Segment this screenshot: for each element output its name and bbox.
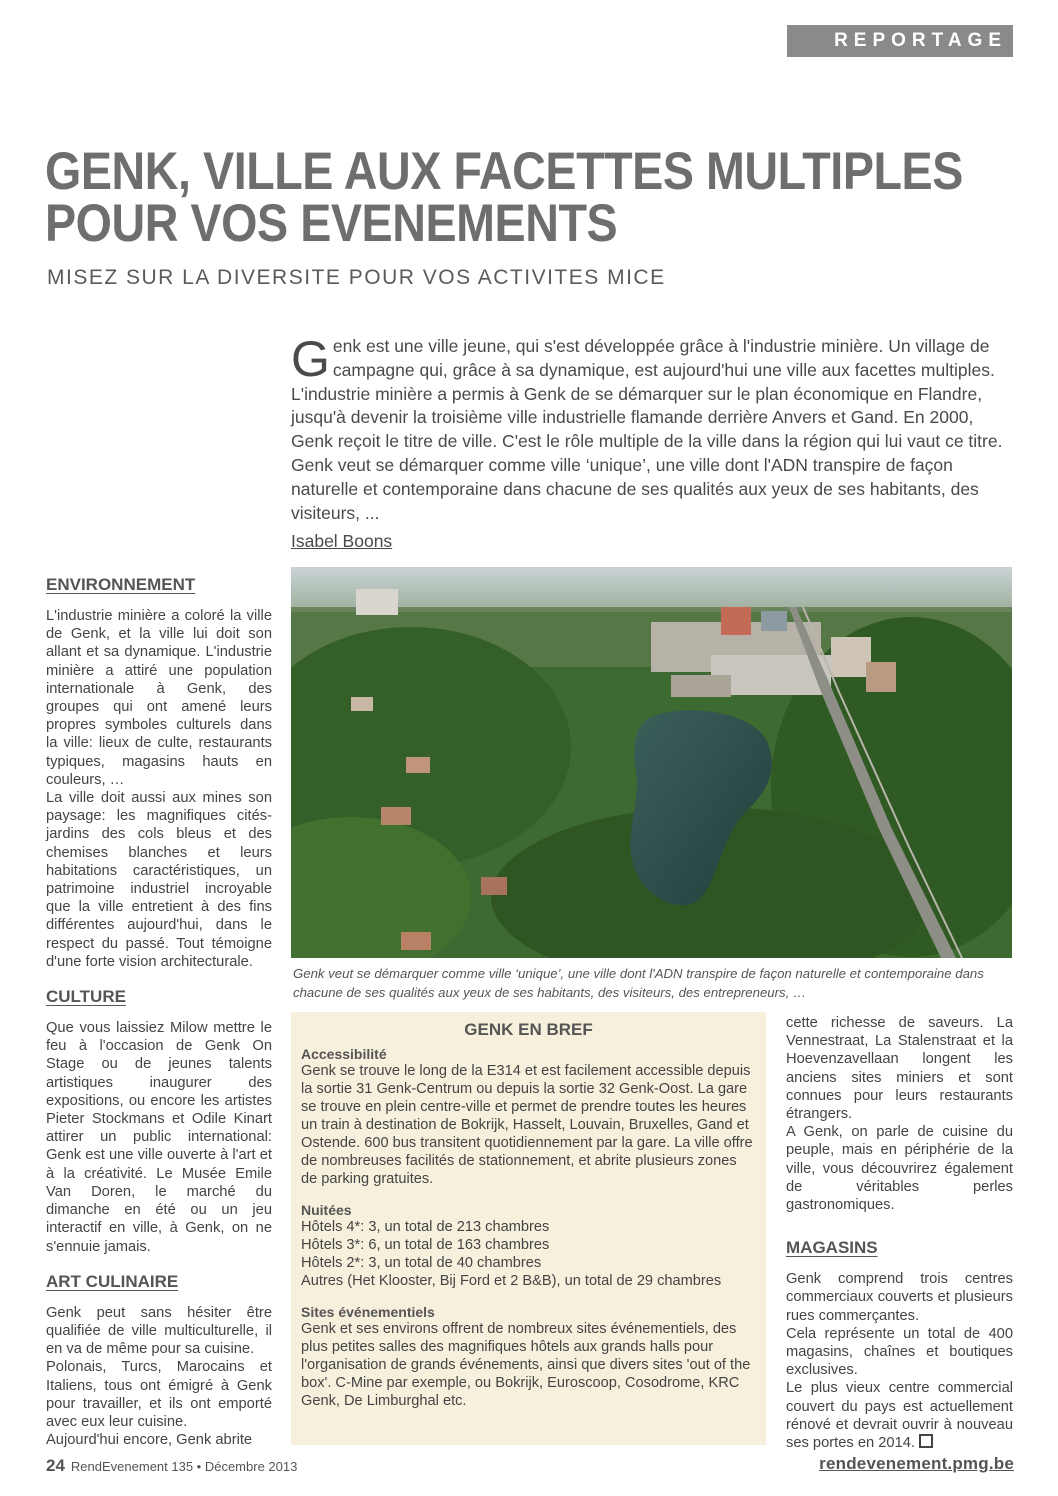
- drop-cap: G: [291, 331, 330, 387]
- paragraph: La ville doit aussi aux mines son paysage: les magnifiques cités-jardins des cols bleus et des chemises blanches et leurs habitations caractéristiques, un patrimoine industriel incroyable que la ville entretient à des fins différentes aujourd'hui, dans le respect du passé. Tout témoigne d'une forte vision architecturale.: [46, 790, 272, 970]
- info-box-genk-en-bref: [291, 1012, 766, 1445]
- paragraph: Polonais, Turcs, Marocains et Italiens, tous ont émigré à Genk pour travailler, et ils ont emporté avec eux leur cuisine.: [46, 1359, 272, 1430]
- footer-publication: [46, 1456, 297, 1476]
- section-heading: MAGASINS: [786, 1238, 878, 1258]
- left-column: [46, 575, 272, 1465]
- list-item: Hôtels 4*: 3, un total de 213 chambres: [301, 1219, 550, 1235]
- page-number: 24: [46, 1456, 65, 1475]
- section-culture: [46, 987, 272, 1256]
- info-text-sites: Genk et ses environs offrent de nombreux sites événementiels, des plus petites salles des magnifiques hôtels aux grands halls pour l'organisation de grands événements, ainsi que divers sites 'out of the box'. C-Mine par exemple, ou Bokrijk, Euroscoop, Cosodrome, KRC Genk, De Limburghal etc.: [301, 1321, 751, 1409]
- section-continuation: [786, 1014, 1013, 1214]
- title-line-2: POUR VOS EVENEMENTS: [45, 194, 618, 253]
- paragraph-text: Le plus vieux centre commercial couvert du pays est actuellement rénové et devrait ouvrir à nouveau ses portes en 2014.: [786, 1380, 1013, 1452]
- section-magasins: [786, 1238, 1013, 1452]
- publication-info: RendEvenement 135 • Décembre 2013: [70, 1459, 298, 1474]
- paragraph: [786, 1379, 1013, 1452]
- section-tag: REPORTAGE: [787, 25, 1013, 57]
- paragraph: A Genk, on parle de cuisine du peuple, mais en périphérie de la ville, vous découvrirez également de véritables perles gastronomiques.: [786, 1124, 1013, 1214]
- info-list-nuitees: [301, 1218, 756, 1290]
- paragraph: Que vous laissiez Milow mettre le feu à l'occasion de Genk On Stage ou de jeunes talents artistiques inaugurer des expositions, ou encore les artistes Pieter Stockmans et Odile Kinart attirer un public international: Genk est une ville ouverte à l'art et à la créativité. Le Musée Emile Van Doren, le marché du dimanche en été ou un jeu interactif en ville, à Genk, on ne s'ennuie jamais.: [46, 1020, 272, 1255]
- aerial-photo: [291, 567, 1012, 958]
- lead-text: enk est une ville jeune, qui s'est développée grâce à l'industrie minière. Un village de campagne qui, grâce à sa dynamique, est aujourd'hui une ville aux facettes multiples. L'industrie minière a permis à Genk de se démarquer sur le plan économique en Flandre, jusqu'à devenir la troisième ville industrielle flamande derrière Anvers et Gand. En 2000, Genk reçoit le titre de ville. C'est le rôle multiple de la ville dans la région qui lui vaut ce titre. Genk veut se démarquer comme ville ‘unique’, une ville dont l'ADN transpire de façon naturelle et contemporaine dans chacune de ses qualités aux yeux de ses habitants, des visiteurs, ...: [291, 336, 1003, 523]
- info-heading-sites: Sites événementiels: [301, 1304, 435, 1320]
- section-art-culinaire: [46, 1272, 272, 1450]
- paragraph: L'industrie minière a coloré la ville de Genk, et la ville lui doit son allant et sa dynamique. L'industrie minière a attiré une population internationale à Genk, des groupes qui ont amené leurs propres symboles culturels dans la ville: lieux de culte, restaurants typiques, magasins hauts en couleurs, …: [46, 608, 272, 788]
- list-item: Hôtels 2*: 3, un total de 40 chambres: [301, 1255, 542, 1271]
- author-byline[interactable]: Isabel Boons: [291, 531, 393, 551]
- paragraph: cette richesse de saveurs. La Vennestraat, La Stalenstraat et la Hoevenzavellaan longent les anciens sites miniers et sont connues pour leurs restaurants étrangers.: [786, 1015, 1013, 1123]
- photo-caption: Genk veut se démarquer comme ville ‘unique’, une ville dont l'ADN transpire de façon naturelle et contemporaine dans chacune de ses qualités aux yeux de ses habitants, des visiteurs, des entrepreneurs, …: [293, 966, 984, 1000]
- section-environnement: [46, 575, 272, 971]
- website-link[interactable]: rendevenement.pmg.be: [819, 1454, 1014, 1473]
- right-column: [786, 1014, 1013, 1476]
- section-heading: ENVIRONNEMENT: [46, 575, 196, 594]
- paragraph: Aujourd'hui encore, Genk abrite: [46, 1432, 253, 1449]
- info-box-title: GENK EN BREF: [464, 1020, 593, 1039]
- paragraph: Genk comprend trois centres commerciaux couverts et plusieurs rues commerçantes.: [786, 1271, 1013, 1324]
- paragraph: Genk peut sans hésiter être qualifiée de ville multiculturelle, il en va de même pour sa cuisine.: [46, 1304, 272, 1358]
- paragraph: Cela représente un total de 400 magasins, chaînes et boutiques exclusives.: [786, 1325, 1013, 1379]
- end-mark-icon: [919, 1434, 933, 1448]
- section-heading: ART CULINAIRE: [46, 1271, 179, 1291]
- title-line-1: GENK, VILLE AUX FACETTES MULTIPLES: [45, 142, 963, 201]
- list-item: Hôtels 3*: 6, un total de 163 chambres: [301, 1237, 550, 1253]
- subtitle: MISEZ SUR LA DIVERSITE POUR VOS ACTIVITES MICE: [47, 266, 666, 289]
- info-heading-nuitees: Nuitées: [301, 1202, 352, 1218]
- info-text-accessibilite: Genk se trouve le long de la E314 et est facilement accessible depuis la sortie 31 Genk-Centrum ou depuis la sortie 32 Genk-Oost. La gare se trouve en plein centre-ville et permet de prendre toutes les heures un train à destination de Bokrijk, Hasselt, Louvain, Bruxelles, Gand et Ostende. 600 bus transitent quotidiennement par la gare. La ville offre de nombreuses facilités de stationnement, et abrite plusieurs zones de parking gratuites.: [301, 1063, 753, 1187]
- section-heading: CULTURE: [46, 987, 126, 1007]
- lead-paragraph: [291, 331, 1007, 525]
- list-item: Autres (Het Klooster, Bij Ford et 2 B&B), un total de 29 chambres: [301, 1273, 722, 1289]
- page-title: [45, 142, 963, 253]
- info-heading-accessibilite: Accessibilité: [301, 1046, 387, 1062]
